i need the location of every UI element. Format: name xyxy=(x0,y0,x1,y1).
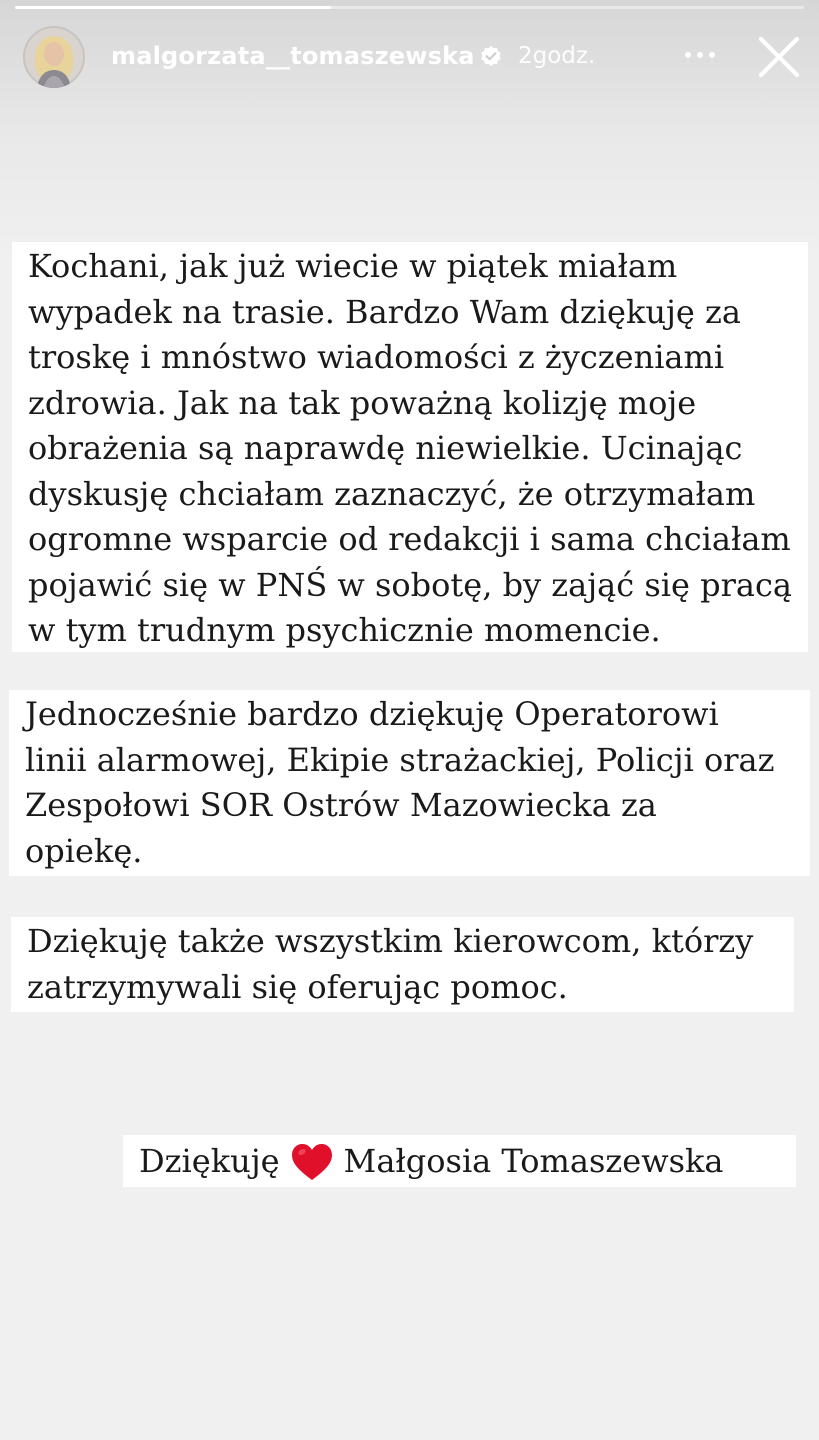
text-line: wypadek na trasie. Bardzo Wam dziękuję za xyxy=(28,292,741,331)
post-time: 2godz. xyxy=(518,43,596,69)
text-line: obrażenia są naprawdę niewielkie. Ucinając xyxy=(28,429,743,467)
verified-badge-icon xyxy=(479,45,503,69)
text-line: pojawić się w PNŚ w sobotę, by zająć się pracą xyxy=(28,565,792,604)
text-line: zatrzymywali się oferując pomoc. xyxy=(27,967,568,1006)
avatar[interactable] xyxy=(23,26,85,88)
text-line: w tym trudnym psychicznie momencie. xyxy=(28,611,661,649)
text-line: Jednocześnie bardzo dziękuję Operatorowi xyxy=(25,695,719,733)
signature-name: Małgosia Tomaszewska xyxy=(343,1141,724,1180)
text-line: ogromne wsparcie od redakcji i sama chciałam xyxy=(28,520,791,558)
red-heart-icon xyxy=(290,1142,334,1182)
story-progress-bar xyxy=(15,6,804,9)
text-line: opiekę. xyxy=(25,831,143,870)
username[interactable]: malgorzata__tomaszewska xyxy=(111,42,475,70)
profile-photo-icon xyxy=(23,26,85,88)
close-icon[interactable] xyxy=(756,34,802,80)
story-text-paragraph-1 xyxy=(12,242,808,652)
text-line: linii alarmowej, Ekipie strażackiej, Policji oraz xyxy=(25,740,775,779)
story-signature xyxy=(123,1135,796,1187)
story-progress-fill xyxy=(15,6,331,9)
text-line: Zespołowi SOR Ostrów Mazowiecka za xyxy=(25,786,657,824)
more-horizontal-icon[interactable] xyxy=(680,40,720,70)
story-text-paragraph-2 xyxy=(9,690,810,876)
text-line: Kochani, jak już wiecie w piątek miałam xyxy=(28,247,678,285)
story-header xyxy=(0,22,819,92)
text-line: zdrowia. Jak na tak poważną kolizję moje xyxy=(28,383,697,422)
text-line: Dziękuję także wszystkim kierowcom, którzy xyxy=(27,922,754,960)
signature-thanks: Dziękuję xyxy=(139,1141,280,1180)
text-line: dyskusję chciałam zaznaczyć, że otrzymałam xyxy=(28,474,756,513)
text-line: troskę i mnóstwo wiadomości z życzeniami xyxy=(28,338,725,376)
story-text-paragraph-3 xyxy=(11,917,794,1012)
